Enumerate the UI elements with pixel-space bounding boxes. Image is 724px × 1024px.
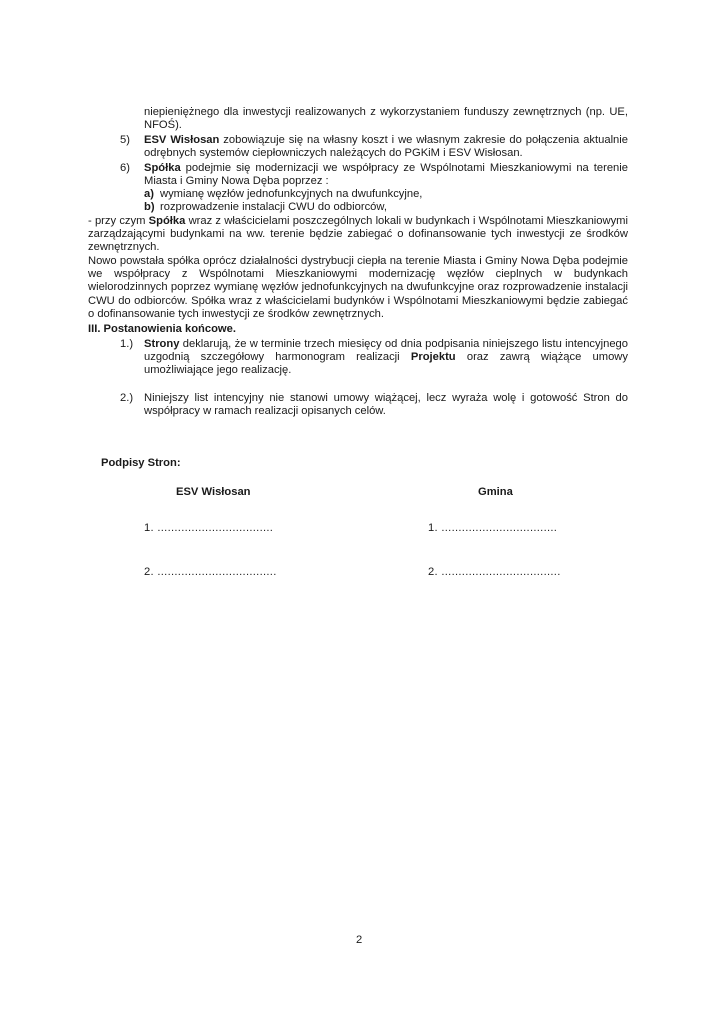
item6-number: 6) (120, 162, 130, 174)
item6-sub-b-text: rozprowadzenie instalacji CWU do odbiorców, (160, 201, 387, 213)
item4-continuation (144, 106, 628, 132)
s3-item1-part2: oraz zawrą wiążące umowy umożliwiające jego realizację. (144, 351, 628, 377)
signature-right-line-2: 2. ................................... (428, 566, 561, 578)
para1-prefix: - przy czym (88, 215, 149, 227)
signature-left-line-1: 1. .................................. (144, 522, 274, 534)
s3-item2-text (144, 392, 628, 418)
signature-left-line-2: 2. ................................... (144, 566, 277, 578)
section3-heading: III. Postanowienia końcowe. (88, 323, 236, 335)
item6-body: podejmie się modernizacji we współpracy ze Wspólnotami Mieszkaniowymi na terenie Miasta i Gminy Nowa Dęba poprzez : (144, 162, 628, 188)
item5-number: 5) (120, 134, 130, 146)
signature-left-party: ESV Wisłosan (176, 486, 251, 498)
item6-text (144, 162, 628, 188)
s3-item1-bold1: Strony (144, 338, 180, 350)
s3-item1-text (144, 338, 628, 378)
paragraph-dofinansowanie (88, 215, 628, 255)
item6-sub-b-letter: b) (144, 201, 155, 213)
s3-item1-part1: deklarują, że w terminie trzech miesięcy od dnia podpisania niniejszego listu intencyjnego uzgodnią szczegółowy harmonogram realizacji (144, 338, 628, 364)
s3-item2-number: 2.) (120, 392, 134, 404)
signature-right-party: Gmina (478, 486, 513, 498)
para2-body: Nowo powstała spółka oprócz działalności dystrybucji ciepła na terenie Miasta i Gminy Nowa Dęba podejmie we współpracy z Wspólnotami Mieszkaniowymi modernizację węzłów cieplnych w budynkach wielorodzinnych poprzez wymianę węzłów jednofunkcyjnych na dwufunkcyjne oraz rozprowadzenie instalacji CWU do odbiorców. Spółka wraz z właścicielami budynków i Wspólnotami Mieszkaniowymi będzie zabiegać o dofinansowanie tych inwestycji ze środków zewnętrznych. (88, 255, 628, 320)
item5-body: zobowiązuje się na własny koszt i we własnym zakresie do połączenia aktualnie odrębnych systemów ciepłowniczych należących do PGKiM i ESV Wisłosan. (144, 134, 628, 160)
item6-sub-a-text: wymianę węzłów jednofunkcyjnych na dwufunkcyjne, (160, 188, 423, 200)
s3-item2-body: Niniejszy list intencyjny nie stanowi umowy wiążącej, lecz wyraża wolę i gotowość Stron do współpracy w ramach realizacji opisanych celów. (144, 392, 628, 418)
item5-text (144, 134, 628, 160)
page-number: 2 (356, 934, 363, 946)
item6-sub-a-letter: a) (144, 188, 154, 200)
paragraph-nowo-powstala (88, 255, 628, 321)
signature-right-line-1: 1. .................................. (428, 522, 558, 534)
para1-body: wraz z właścicielami poszczególnych lokali w budynkach i Wspólnotami Mieszkaniowymi zarządzającymi budynkami na ww. terenie będzie zabiegać o dofinansowanie tych inwestycji ze środków zewnętrznych. (88, 215, 628, 254)
signatures-heading: Podpisy Stron: (101, 457, 181, 469)
item6-bold: Spółka (144, 162, 181, 174)
item5-bold: ESV Wisłosan (144, 134, 220, 146)
para1-bold: Spółka (148, 215, 186, 227)
continuation-text: niepieniężnego dla inwestycji realizowanych z wykorzystaniem funduszy zewnętrznych (np. UE, NFOŚ). (144, 106, 628, 132)
s3-item1-bold2: Projektu (410, 351, 456, 364)
s3-item1-number: 1.) (120, 338, 134, 350)
